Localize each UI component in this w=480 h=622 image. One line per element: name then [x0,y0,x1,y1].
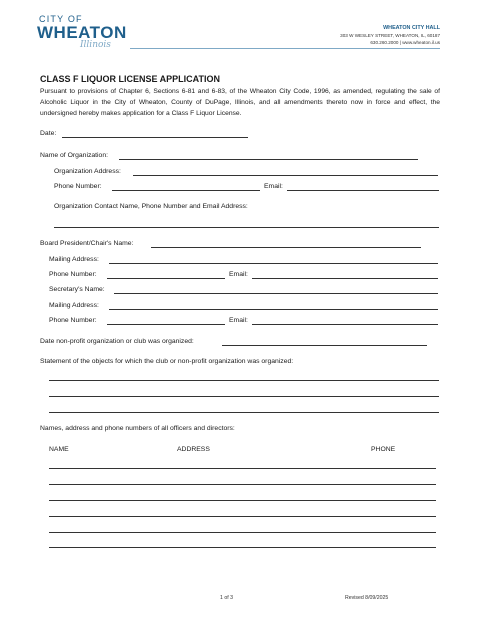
president-email-label: Email: [229,271,248,278]
statement-line[interactable] [49,412,439,413]
revised-date: Revised 8/09/2025 [345,595,389,601]
statement-label: Statement of the objects for which the club or non-profit organization was organized: [40,358,294,365]
org-contact-field[interactable] [54,227,439,228]
secretary-name-field[interactable] [114,293,438,294]
date-organized-field[interactable] [222,345,427,346]
president-phone-field[interactable] [107,278,225,279]
officer-row-line[interactable] [49,484,436,485]
col-address-header: ADDRESS [177,446,210,453]
office-name: WHEATON CITY HALL [383,25,440,31]
date-organized-label: Date non-profit organization or club was organized: [40,338,194,345]
date-field[interactable] [62,137,248,138]
secretary-phone-label: Phone Number: [49,317,97,324]
org-email-label: Email: [264,183,283,190]
org-phone-field[interactable] [112,190,260,191]
president-email-field[interactable] [252,278,438,279]
org-address-label: Organization Address: [54,168,121,175]
president-mailing-label: Mailing Address: [49,256,99,263]
form-intro: Pursuant to provisions of Chapter 6, Sections 6-81 and 6-83, of the Wheaton City Code, 1996, as amended, regulating the sale of Alcoholic Liquor in the City of Wheaton, County of DuPage, Illinois, and all amendments thereto now in force and effect, the undersigned hereby makes application for a Class F Liquor License. [40,88,440,117]
col-phone-header: PHONE [371,446,396,453]
officer-row-line[interactable] [49,468,436,469]
officers-label: Names, address and phone numbers of all officers and directors: [40,425,235,432]
statement-line[interactable] [49,396,439,397]
header-divider [130,48,440,49]
org-name-label: Name of Organization: [40,152,109,159]
org-phone-label: Phone Number: [54,183,102,190]
statement-line[interactable] [49,380,439,381]
form-title: CLASS F LIQUOR LICENSE APPLICATION [40,74,221,84]
secretary-email-field[interactable] [252,324,438,325]
secretary-mailing-field[interactable] [109,309,438,310]
logo-wheaton: WHEATON [37,23,127,42]
president-phone-label: Phone Number: [49,271,97,278]
city-hall-contact [340,25,440,46]
officer-row-line[interactable] [49,516,436,517]
logo-city-text: CITY OF [39,14,83,24]
org-contact-label: Organization Contact Name, Phone Number and Email Address: [54,203,248,210]
secretary-name-label: Secretary's Name: [49,286,105,293]
board-president-field[interactable] [151,247,421,248]
office-contact: 630.260.2000 | www.wheaton.il.us [370,40,440,45]
office-address: 303 W WESLEY STREET, WHEATON, IL, 60187 [340,33,440,38]
president-mailing-field[interactable] [109,263,438,264]
date-label: Date: [40,130,57,137]
page-number: 1 of 3 [220,595,233,601]
logo-illinois-script: Illinois [80,40,111,50]
secretary-mailing-label: Mailing Address: [49,302,99,309]
officer-row-line[interactable] [49,532,436,533]
org-address-field[interactable] [133,175,438,176]
col-name-header: NAME [49,446,69,453]
org-name-field[interactable] [119,159,418,160]
org-email-field[interactable] [287,190,439,191]
secretary-phone-field[interactable] [107,324,225,325]
secretary-email-label: Email: [229,317,248,324]
board-president-label: Board President/Chair's Name: [40,240,134,247]
officer-row-line[interactable] [49,547,436,548]
officer-row-line[interactable] [49,500,436,501]
